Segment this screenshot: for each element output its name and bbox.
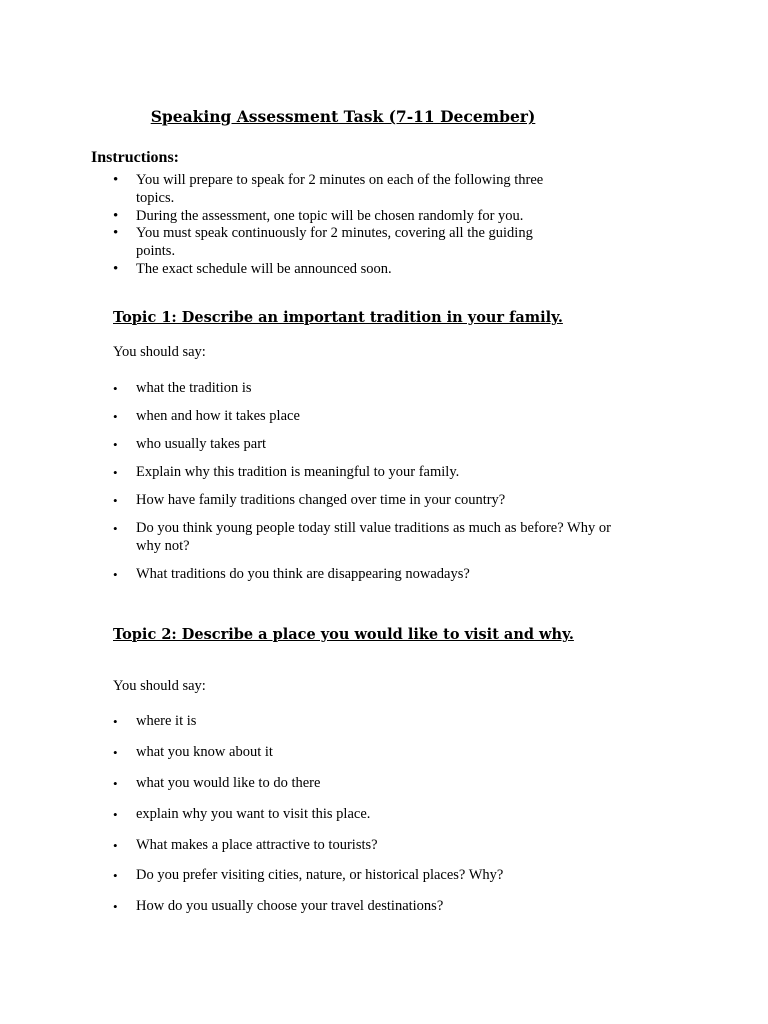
instruction-item [113,225,563,261]
point-text: what the tradition is [136,380,252,396]
bullet-icon: • [113,714,118,729]
bullet-icon: • [113,437,118,452]
bullet-icon: • [113,775,118,791]
instructions-list [113,172,563,279]
point-text: How do you usually choose your travel destinations? [136,898,444,915]
topic-1-prompt: You should say: [113,344,206,360]
list-item [113,566,638,584]
bullet-icon: • [113,521,118,536]
point-text: explain why you want to visit this place. [136,805,371,822]
bullet-icon: • [113,868,118,884]
topic-2-points [113,713,638,929]
instruction-text: The exact schedule will be announced soon. [136,260,392,277]
topic-1-points [113,380,638,594]
instructions-heading: Instructions: [91,149,180,166]
point-text: Explain why this tradition is meaningful to your family. [136,464,460,480]
bullet-icon: • [113,806,118,822]
point-text: who usually takes part [136,436,267,452]
instruction-text: You will prepare to speak for 2 minutes on each of the following three topics. [136,172,544,206]
topic-2-heading: Topic 2: Describe a place you would like to visit and why. [113,626,574,643]
point-text: when and how it takes place [136,408,300,424]
bullet-icon: • [113,207,119,224]
bullet-icon: • [113,744,118,760]
instruction-item [113,261,563,279]
list-item [113,775,638,793]
list-item [113,806,638,824]
bullet-icon: • [113,837,118,853]
list-item [113,837,638,855]
bullet-icon: • [113,172,119,188]
point-text: Do you prefer visiting cities, nature, or historical places? Why? [136,867,504,884]
point-text: How have family traditions changed over time in your country? [136,492,506,508]
bullet-icon: • [113,409,118,424]
list-item [113,408,638,426]
topic-1-heading: Topic 1: Describe an important tradition in your family. [113,309,563,326]
bullet-icon: • [113,260,119,277]
instruction-text: You must speak continuously for 2 minutes, covering all the guiding points. [136,225,533,260]
bullet-icon: • [113,465,118,480]
bullet-icon: • [113,493,118,508]
instruction-item [113,172,563,208]
instruction-item [113,208,563,226]
point-text: Do you think young people today still value traditions as much as before? Why or why not? [136,520,611,554]
point-text: what you know about it [136,743,273,760]
instruction-text: During the assessment, one topic will be chosen randomly for you. [136,207,524,224]
topic-2-prompt: You should say: [113,678,206,694]
list-item [113,520,638,555]
list-item [113,436,638,454]
list-item [113,898,638,916]
list-item [113,492,638,510]
bullet-icon: • [113,381,118,396]
bullet-icon: • [113,899,118,915]
list-item [113,464,638,482]
bullet-icon: • [113,225,119,242]
bullet-icon: • [113,566,118,582]
point-text: what you would like to do there [136,774,321,791]
list-item [113,380,638,398]
point-text: where it is [136,713,197,729]
list-item [113,867,638,885]
list-item [113,744,638,762]
point-text: What makes a place attractive to tourists? [136,836,378,853]
point-text: What traditions do you think are disappearing nowadays? [136,565,470,582]
list-item [113,713,638,731]
document-title: Speaking Assessment Task (7-11 December) [150,107,536,126]
